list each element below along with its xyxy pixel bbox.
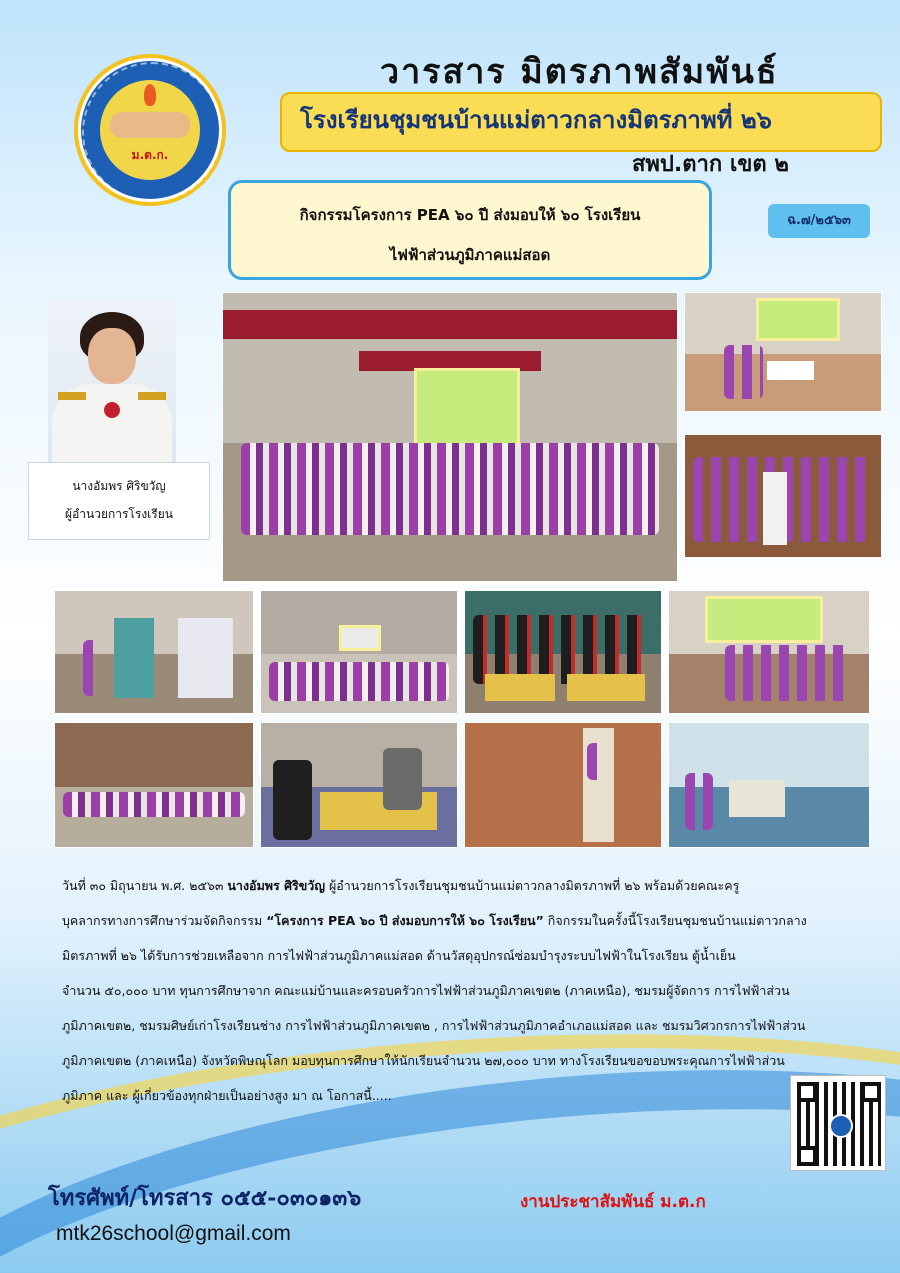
activity-title-line2: ไฟฟ้าส่วนภูมิภาคแม่สอด [389, 246, 551, 264]
photo-stage-group [668, 590, 870, 714]
article-line-5: ภูมิภาคเขต๒, ชมรมศิษย์เก่าโรงเรียนช่าง การไฟฟ้าส่วนภูมิภาคเขต๒ , การไฟฟ้าส่วนภูมิภาคอำเภอแม่สอด และ ชมรมวิศวกรการไฟฟ้าส่วน [62, 1018, 806, 1033]
activity-title-box [228, 180, 712, 280]
journal-title: วารสาร มิตรภาพสัมพันธ์ [380, 52, 779, 92]
article-line-4: จำนวน ๕๐,๐๐๐ บาท ทุนการศึกษาจาก คณะแม่บ้านและครอบครัวการไฟฟ้าส่วนภูมิภาคเขต๒ (ภาคเหนือ), ชมรมผู้จัดการ การไฟฟ้าส่วน [62, 983, 790, 998]
photo-hall-audience [260, 590, 458, 714]
school-emblem-icon [74, 54, 226, 206]
photo-outdoor-tables [54, 722, 254, 848]
article-body [62, 876, 874, 1121]
education-area: สพป.ตาก เขต ๒ [632, 152, 789, 177]
director-photo [48, 298, 176, 462]
director-role: ผู้อำนวยการโรงเรียน [65, 507, 173, 521]
article-line-3: มิตรภาพที่ ๒๖ ได้รับการช่วยเหลือจาก การไฟฟ้าส่วนภูมิภาคแม่สอด ด้านวัสดุอุปกรณ์ซ่อมบำรุงระบบไฟฟ้าในโรงเรียน ตู้น้ำเย็น [62, 948, 736, 963]
logo-abbreviation: ม.ต.ก. [131, 148, 169, 162]
photo-classroom-ceremony [464, 590, 662, 714]
article-line-7: ภูมิภาค และ ผู้เกี่ยวข้องทุกฝ่ายเป็นอย่างสูง มา ณ โอกาสนี้..... [62, 1088, 392, 1103]
school-name: โรงเรียนชุมชนบ้านแม่ตาวกลางมิตรภาพที่ ๒๖ [300, 106, 772, 134]
phone-fax: โทรศัพท์/โทรสาร ๐๕๕-๐๓๐๑๓๖ [48, 1185, 362, 1211]
photo-exhibition [54, 590, 254, 714]
director-caption [28, 462, 210, 540]
qr-code-icon[interactable] [790, 1075, 886, 1171]
activity-title-line1: กิจกรรมโครงการ PEA ๖๐ ปี ส่งมอบให้ ๖๐ โรงเรียน [299, 206, 641, 224]
director-name: นางอัมพร ศิริขวัญ [72, 479, 166, 493]
photo-handover-1 [684, 292, 882, 412]
article-line-1: วันที่ ๓๐ มิถุนายน พ.ศ. ๒๕๖๓ นางอัมพร ศิริขวัญ ผู้อำนวยการโรงเรียนชุมชนบ้านแม่ตาวกลางมิตรภาพที่ ๒๖ พร้อมด้วยคณะครู [62, 878, 740, 893]
photo-registration [260, 722, 458, 848]
photo-classroom-work [668, 722, 870, 848]
pr-department: งานประชาสัมพันธ์ ม.ต.ก [520, 1192, 706, 1212]
project-name-inline: “โครงการ PEA ๖๐ ปี ส่งมอบการให้ ๖๐ โรงเรียน” [266, 913, 544, 928]
issue-number-badge: ฉ.๗/๒๕๖๓ [768, 204, 870, 238]
photo-handover-2 [684, 434, 882, 558]
article-line-6: ภูมิภาคเขต๒ (ภาคเหนือ) จังหวัดพิษณุโลก มอบทุนการศึกษาให้นักเรียนจำนวน ๒๗,๐๐๐ บาท ทางโรงเรียนขอขอบพระคุณการไฟฟ้าส่วน [62, 1053, 785, 1068]
group-photo-main [222, 292, 678, 582]
article-line-2: บุคลากรทางการศึกษาร่วมจัดกิจกรรม “โครงการ PEA ๖๐ ปี ส่งมอบการให้ ๖๐ โรงเรียน” กิจกรรมในครั้งนี้โรงเรียนชุมชนบ้านแม่ตาวกลาง [62, 913, 807, 928]
director-name-inline: นางอัมพร ศิริขวัญ [227, 878, 325, 893]
contact-email[interactable]: mtk26school@gmail.com [56, 1222, 291, 1245]
photo-electrical-repair [464, 722, 662, 848]
